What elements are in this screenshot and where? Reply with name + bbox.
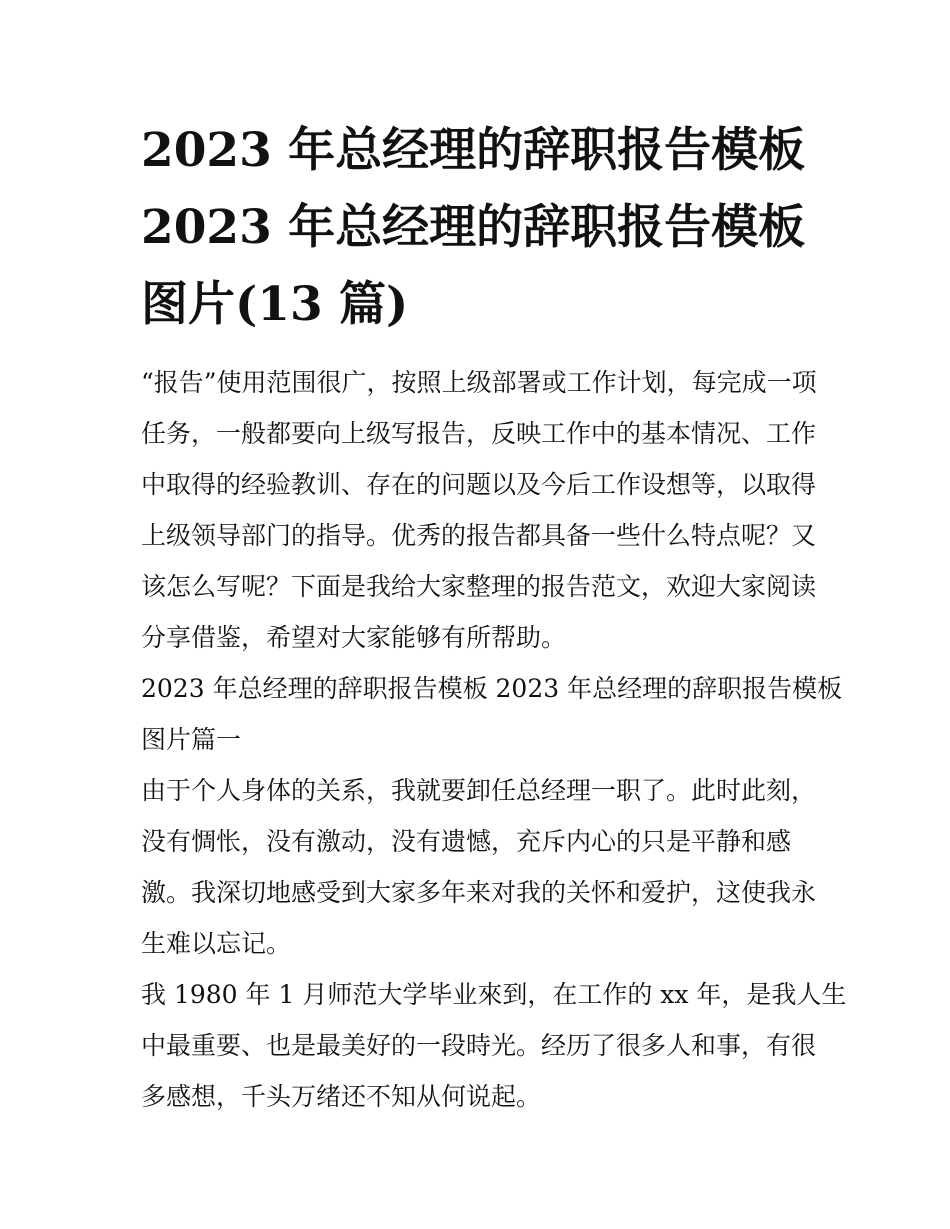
title-line-3: 图片(13 篇) <box>141 277 409 332</box>
text-line: 生难以忘记。 <box>141 929 292 958</box>
title-line-1: 2023 年总经理的辞职报告模板 <box>141 123 806 178</box>
text-line: 任务，一般都要向上级写报告，反映工作中的基本情况、工作 <box>141 419 817 448</box>
text-line: 分享借鉴，希望对大家能够有所帮助。 <box>141 623 567 652</box>
body-paragraph <box>141 765 821 969</box>
document-title <box>141 112 821 343</box>
text-line: 没有惆怅，没有激动，没有遗憾，充斥内心的只是平静和感 <box>141 827 792 856</box>
text-line: 多感想，千头万绪还不知从何说起。 <box>141 1082 542 1111</box>
text-line: “报告”使用范围很广，按照上级部署或工作计划，每完成一项 <box>141 368 817 397</box>
text-line: 图片篇一 <box>141 725 242 754</box>
intro-paragraph <box>141 357 821 663</box>
document-body <box>141 357 847 1122</box>
text-line: 上级领导部门的指导。优秀的报告都具备一些什么特点呢？又 <box>141 521 817 550</box>
text-line: 中取得的经验教训、存在的问题以及今后工作设想等，以取得 <box>141 470 817 499</box>
title-line-2: 2023 年总经理的辞职报告模板 <box>141 200 806 255</box>
document-page <box>141 112 847 1122</box>
text-line: 由于个人身体的关系，我就要卸任总经理一职了。此时此刻， <box>141 776 817 805</box>
text-line: 激。我深切地感受到大家多年来对我的关怀和爱护，这使我永 <box>141 878 817 907</box>
text-line: 该怎么写呢？下面是我给大家整理的报告范文，欢迎大家阅读 <box>141 572 817 601</box>
body-paragraph <box>141 969 847 1122</box>
text-line: 中最重要、也是最美好的一段時光。经历了很多人和事，有很 <box>141 1031 817 1060</box>
text-line: 我 1980 年 1 月师范大学毕业來到，在工作的 xx 年，是我人生 <box>141 980 847 1009</box>
text-line: 2023 年总经理的辞职报告模板 2023 年总经理的辞职报告模板 <box>141 674 843 703</box>
section-heading-paragraph <box>141 663 843 765</box>
